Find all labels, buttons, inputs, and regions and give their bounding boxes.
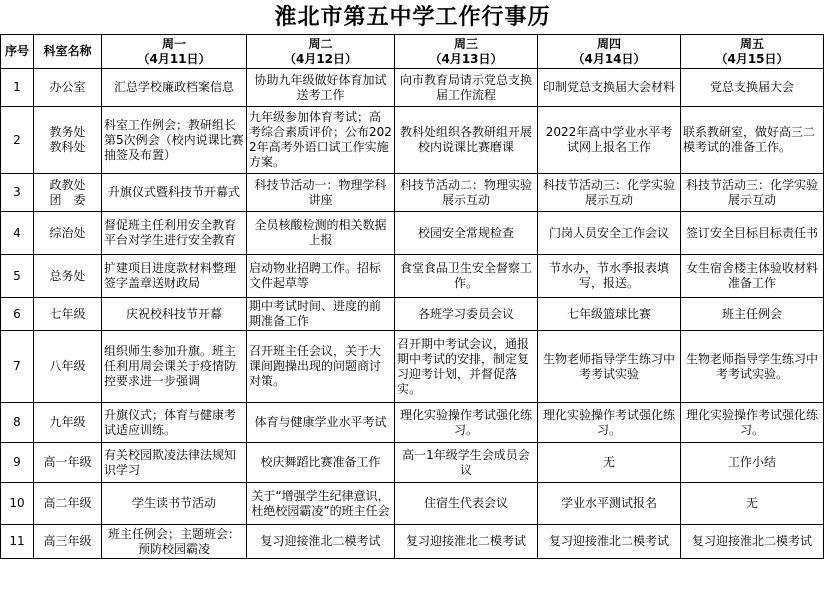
table-row: [1, 107, 824, 174]
schedule-cell: 无: [538, 443, 681, 483]
dept-name: 高一年级: [34, 443, 102, 483]
schedule-cell: 工作小结: [681, 443, 824, 483]
schedule-cell: 复习迎接淮北二模考试: [538, 525, 681, 559]
table-row: [1, 443, 824, 483]
schedule-cell: 期中考试时间、进度的前期准备工作: [247, 298, 395, 331]
schedule-cell: 食堂食品卫生安全督察工作。: [395, 255, 538, 298]
schedule-cell: 科技节活动一：物理学科讲座: [247, 174, 395, 212]
table-row: [1, 298, 824, 331]
table-row: [1, 255, 824, 298]
schedule-cell: 科技节活动三：化学实验展示互动: [681, 174, 824, 212]
header-day: 周四 （4月14日）: [538, 35, 681, 69]
row-index: 8: [1, 403, 34, 443]
row-index: 7: [1, 331, 34, 403]
schedule-cell: 学生读书节活动: [102, 483, 247, 525]
schedule-cell: 签订安全目标目标责任书: [681, 212, 824, 255]
page-title: 淮北市第五中学工作行事历: [274, 4, 551, 30]
row-index: 1: [1, 69, 34, 107]
schedule-cell: 住宿生代表会议: [395, 483, 538, 525]
schedule-cell: 扩建项目进度款材料整理签字盖章送财政局: [102, 255, 247, 298]
header-row: [1, 35, 824, 69]
table-row: [1, 212, 824, 255]
row-index: 6: [1, 298, 34, 331]
schedule-cell: 门岗人员安全工作会议: [538, 212, 681, 255]
schedule-cell: 复习迎接淮北二模考试: [395, 525, 538, 559]
schedule-cell: 复习迎接淮北二模考试: [247, 525, 395, 559]
table-row: [1, 174, 824, 212]
header-day: 周二 （4月12日）: [247, 35, 395, 69]
schedule-cell: 升旗仪式暨科技节开幕式: [102, 174, 247, 212]
schedule-table: [0, 34, 824, 559]
schedule-cell: 印制党总支换届大会材料: [538, 69, 681, 107]
row-index: 2: [1, 107, 34, 174]
dept-name: 综治处: [34, 212, 102, 255]
schedule-cell: 科技节活动三：化学实验展示互动: [538, 174, 681, 212]
schedule-cell: 体育与健康学业水平考试: [247, 403, 395, 443]
header-day: 周一 （4月11日）: [102, 35, 247, 69]
dept-name: 九年级: [34, 403, 102, 443]
schedule-cell: 协助九年级做好体育加试送考工作: [247, 69, 395, 107]
schedule-cell: 复习迎接淮北二模考试: [681, 525, 824, 559]
schedule-cell: 理化实验操作考试强化练习。: [395, 403, 538, 443]
schedule-cell: 有关校园欺凌法律法规知识学习: [102, 443, 247, 483]
header-dept: 科室名称: [34, 35, 102, 69]
dept-name: 教务处 教科处: [34, 107, 102, 174]
schedule-cell: 组织师生参加升旗。班主任利用周会课关于疫情防控要求进一步强调: [102, 331, 247, 403]
schedule-cell: 督促班主任利用安全教育平台对学生进行安全教育: [102, 212, 247, 255]
schedule-cell: 校庆舞蹈比赛准备工作: [247, 443, 395, 483]
schedule-cell: 理化实验操作考试强化练习。: [538, 403, 681, 443]
schedule-cell: 班主任例会: [681, 298, 824, 331]
schedule-cell: 庆祝校科技节开幕: [102, 298, 247, 331]
schedule-cell: 联系教研室，做好高三二模考试的准备工作。: [681, 107, 824, 174]
dept-name: 八年级: [34, 331, 102, 403]
header-day: 周三 （4月13日）: [395, 35, 538, 69]
schedule-cell: 校园安全常规检查: [395, 212, 538, 255]
dept-name: 高三年级: [34, 525, 102, 559]
schedule-cell: 班主任例会；主题班会：预防校园霸凌: [102, 525, 247, 559]
header-day: 周五 （4月15日）: [681, 35, 824, 69]
table-row: [1, 403, 824, 443]
schedule-cell: 升旗仪式；体育与健康考试适应训练。: [102, 403, 247, 443]
schedule-cell: 启动物业招聘工作。招标文件起草等: [247, 255, 395, 298]
schedule-cell: 关于“增强学生纪律意识，杜绝校园霸凌”的班主任会: [247, 483, 395, 525]
dept-name: 政教处 团 委: [34, 174, 102, 212]
schedule-cell: 九年级参加体育考试；高考综合素质评价；公布2022年高考外语口试工作实施方案。: [247, 107, 395, 174]
schedule-cell: 科技节活动二：物理实验展示互动: [395, 174, 538, 212]
table-row: [1, 483, 824, 525]
row-index: 9: [1, 443, 34, 483]
table-row: [1, 525, 824, 559]
row-index: 3: [1, 174, 34, 212]
schedule-cell: 七年级篮球比赛: [538, 298, 681, 331]
schedule-cell: 学业水平测试报名: [538, 483, 681, 525]
schedule-cell: 向市教育局请示党总支换届工作流程: [395, 69, 538, 107]
row-index: 10: [1, 483, 34, 525]
schedule-cell: 召开期中考试会议，通报期中考试的安排，制定复习迎考计划，并督促落实。: [395, 331, 538, 403]
schedule-cell: 党总支换届大会: [681, 69, 824, 107]
table-row: [1, 69, 824, 107]
row-index: 5: [1, 255, 34, 298]
schedule-cell: 生物老师指导学生练习中考考试实验。: [681, 331, 824, 403]
schedule-cell: 无: [681, 483, 824, 525]
schedule-cell: 2022年高中学业水平考试网上报名工作: [538, 107, 681, 174]
schedule-cell: 节水办，节水季报表填写，报送。: [538, 255, 681, 298]
row-index: 11: [1, 525, 34, 559]
dept-name: 七年级: [34, 298, 102, 331]
table-row: [1, 331, 824, 403]
schedule-cell: 女生宿舍楼主体验收材料准备工作: [681, 255, 824, 298]
row-index: 4: [1, 212, 34, 255]
schedule-cell: 各班学习委员会议: [395, 298, 538, 331]
schedule-cell: 教科处组织各教研组开展校内说课比赛磨课: [395, 107, 538, 174]
dept-name: 总务处: [34, 255, 102, 298]
schedule-cell: 全员核酸检测的相关数据上报: [247, 212, 395, 255]
dept-name: 高二年级: [34, 483, 102, 525]
schedule-cell: 召开班主任会议，关于大课间跑操出现的问题商讨对策。: [247, 331, 395, 403]
schedule-cell: 汇总学校廉政档案信息: [102, 69, 247, 107]
dept-name: 办公室: [34, 69, 102, 107]
schedule-cell: 生物老师指导学生练习中考考试实验: [538, 331, 681, 403]
schedule-cell: 理化实验操作考试强化练习。: [681, 403, 824, 443]
schedule-cell: 高一1年级学生会成员会议: [395, 443, 538, 483]
header-index: 序号: [1, 35, 34, 69]
schedule-cell: 科室工作例会；教研组长第5次例会（校内说课比赛抽签及布置）: [102, 107, 247, 174]
